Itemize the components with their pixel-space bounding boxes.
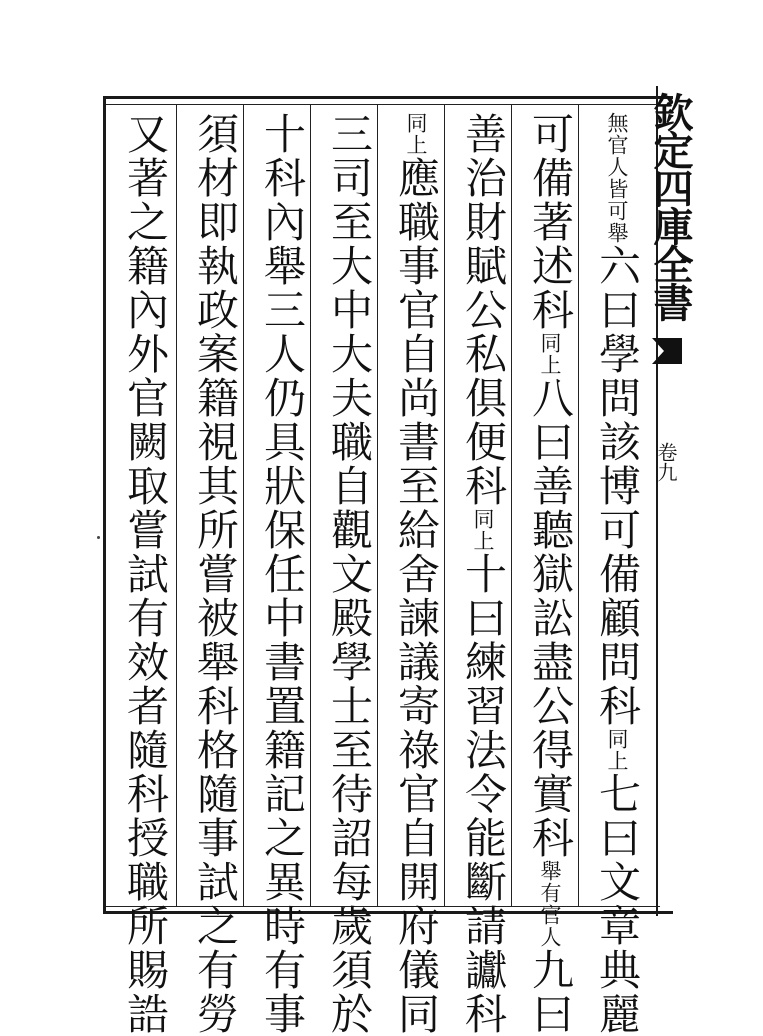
text-column-5 — [320, 112, 378, 1036]
main-text: 三司至大中大夫職自觀文殿學士至待詔每歲須於 — [325, 112, 374, 1036]
text-column-4 — [387, 112, 445, 1036]
fish-tail-icon — [650, 336, 684, 366]
column-rule — [176, 104, 177, 906]
annotation: 同上 — [471, 508, 495, 552]
text-column-7 — [186, 112, 244, 1036]
top-rule — [106, 104, 660, 105]
margin-volume-label: 卷九 — [654, 442, 678, 482]
annotation: 同上 — [605, 728, 629, 772]
main-text: 六曰學問該博可備顧問科 — [593, 244, 642, 728]
annotation: 無官人皆可舉 — [605, 112, 629, 244]
main-text: 又著之籍內外官闕取嘗試有效者隨科授職所賜誥 — [121, 112, 170, 1036]
annotation: 舉有官人 — [538, 860, 562, 948]
main-text: 應職事官自尚書至給舍諫議寄祿官自開府儀同 — [392, 156, 441, 1036]
main-text: 善治財賦公私俱便科 — [459, 112, 508, 508]
text-column-3 — [454, 112, 512, 1036]
margin-book-title: 欽定四庫全書 — [647, 92, 694, 320]
main-text: 七曰文章典麗 — [593, 772, 642, 1036]
text-column-6 — [253, 112, 311, 1036]
main-text: 可備著述科 — [526, 112, 575, 332]
main-text: 須材即執政案籍視其所嘗被舉科格隨事試之有勞 — [191, 112, 240, 1036]
main-text: 八曰善聽獄訟盡公得實科 — [526, 376, 575, 860]
annotation: 同上 — [404, 112, 428, 156]
annotation: 同上 — [538, 332, 562, 376]
ink-speck — [97, 536, 100, 539]
text-column-8 — [116, 112, 174, 1036]
main-text: 十科內舉三人仍具狀保任中書置籍記之異時有事 — [258, 112, 307, 1036]
main-text: 九曰 — [526, 948, 575, 1036]
text-column-2 — [521, 112, 579, 1036]
main-text: 十曰練習法令能斷請讞科 — [459, 552, 508, 1036]
text-column-1 — [588, 112, 646, 1036]
